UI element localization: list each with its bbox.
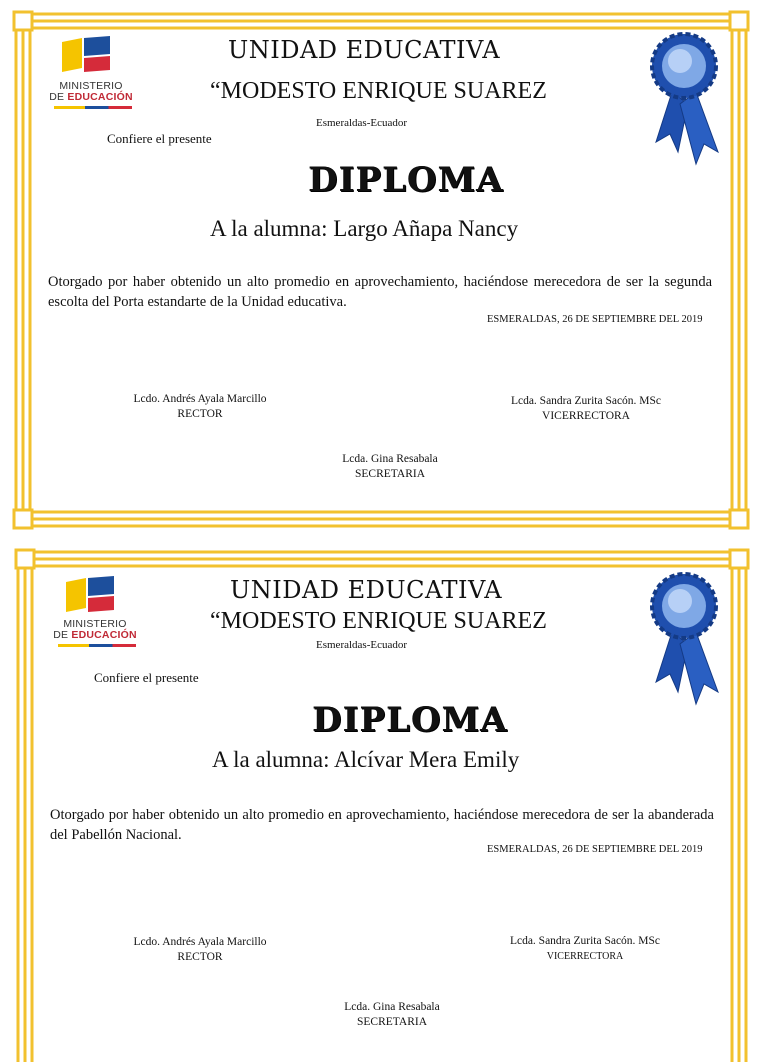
- logo-line-de: DE: [53, 629, 69, 641]
- ministry-flag-icon: [64, 574, 124, 618]
- logo-line-de: DE: [49, 91, 65, 103]
- logo-line-ministerio: MINISTERIO: [59, 80, 123, 92]
- signature-name: Lcda. Gina Resabala: [344, 1001, 440, 1013]
- school-name: “MODESTO ENRIQUE SUAREZ: [210, 78, 547, 104]
- signature-name: Lcdo. Andrés Ayala Marcillo: [133, 936, 267, 948]
- issue-date: ESMERALDAS, 26 DE SEPTIEMBRE DEL 2019: [487, 314, 703, 325]
- award-description: Otorgado por haber obtenido un alto promedio en aprovechamiento, haciéndose merecedora de ser la segunda escolta del Porta estandarte de la Unidad educativa.: [48, 274, 712, 310]
- school-title: UNIDAD EDUCATIVA: [228, 36, 501, 64]
- diploma-heading: DIPLOMA: [308, 160, 504, 200]
- ministry-flag-icon: [60, 34, 120, 78]
- diploma-certificate-2: [0, 542, 768, 1062]
- signature-name: Lcda. Gina Resabala: [342, 453, 438, 465]
- student-name: A la alumna: Alcívar Mera Emily: [212, 747, 520, 772]
- student-name: A la alumna: Largo Añapa Nancy: [210, 216, 519, 241]
- signature-role: SECRETARIA: [357, 1016, 427, 1028]
- ministerio-educacion-logo: [40, 574, 150, 654]
- signature-secretaria: [322, 1000, 462, 1030]
- logo-line-ministerio: MINISTERIO: [63, 618, 127, 630]
- diploma-heading: DIPLOMA: [312, 700, 508, 740]
- blue-award-ribbon-icon: [644, 30, 728, 170]
- logo-tricolor-bar: [58, 644, 136, 647]
- logo-tricolor-bar: [54, 106, 132, 109]
- signature-role: RECTOR: [177, 951, 223, 963]
- signature-vicerrectora: [495, 934, 675, 964]
- signature-vicerrectora: [496, 394, 676, 424]
- blue-award-ribbon-icon: [644, 570, 728, 710]
- school-name: “MODESTO ENRIQUE SUAREZ: [210, 608, 547, 634]
- ministerio-educacion-logo: [36, 34, 146, 114]
- signature-role: SECRETARIA: [355, 468, 425, 480]
- signature-name: Lcdo. Andrés Ayala Marcillo: [133, 393, 267, 405]
- signature-rector: [120, 392, 280, 422]
- signature-role: VICERRECTORA: [546, 951, 624, 962]
- signature-name: Lcda. Sandra Zurita Sacón. MSc: [509, 935, 661, 947]
- award-description: Otorgado por haber obtenido un alto promedio en aprovechamiento, haciéndose merecedora de ser la abanderada del Pabellón Nacional.: [50, 807, 714, 843]
- school-location: Esmeraldas-Ecuador: [316, 639, 408, 651]
- signature-role: RECTOR: [177, 408, 223, 420]
- confiere-text: Confiere el presente: [107, 131, 212, 146]
- signature-name: Lcda. Sandra Zurita Sacón. MSc: [510, 395, 662, 407]
- signature-role: VICERRECTORA: [542, 410, 630, 422]
- logo-line-educacion: EDUCACIÓN: [71, 629, 137, 641]
- issue-date: ESMERALDAS, 26 DE SEPTIEMBRE DEL 2019: [487, 844, 703, 855]
- school-title: UNIDAD EDUCATIVA: [230, 576, 503, 604]
- school-location: Esmeraldas-Ecuador: [316, 117, 408, 129]
- confiere-text: Confiere el presente: [94, 670, 199, 685]
- signature-secretaria: [320, 452, 460, 482]
- signature-rector: [120, 935, 280, 965]
- logo-line-educacion: EDUCACIÓN: [67, 91, 133, 103]
